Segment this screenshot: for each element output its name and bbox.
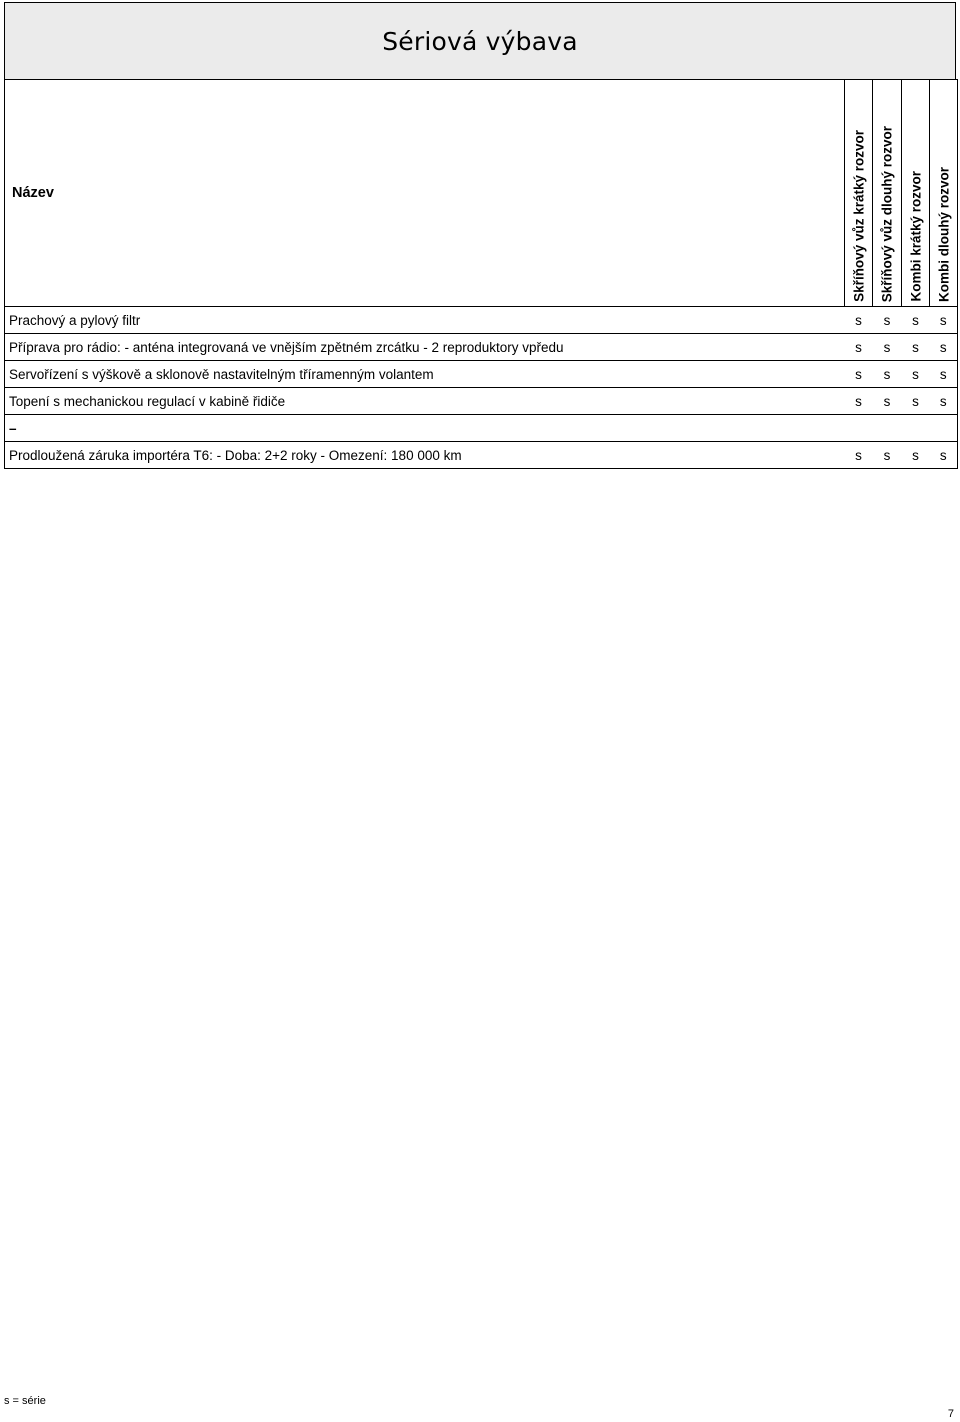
row-value: s xyxy=(930,307,958,334)
separator-row xyxy=(5,415,958,442)
row-name: Prodloužená záruka importéra T6: - Doba: 2+2 roky - Omezení: 180 000 km xyxy=(5,442,845,469)
row-value: s xyxy=(873,388,902,415)
column-header-1 xyxy=(845,80,873,307)
row-value: s xyxy=(930,442,958,469)
row-name: Prachový a pylový filtr xyxy=(5,307,845,334)
row-value: s xyxy=(902,307,930,334)
row-value: s xyxy=(873,442,902,469)
row-value: s xyxy=(930,388,958,415)
column-header-3 xyxy=(902,80,930,307)
column-header-label: Kombi dlouhý rozvor xyxy=(935,167,951,302)
table-row xyxy=(5,361,958,388)
row-value: s xyxy=(873,334,902,361)
table-row xyxy=(5,307,958,334)
column-header-label: Kombi krátký rozvor xyxy=(907,171,923,302)
column-header-label: Skříňový vůz krátký rozvor xyxy=(850,130,866,302)
row-name: Topení s mechanickou regulací v kabině řidiče xyxy=(5,388,845,415)
table-row xyxy=(5,334,958,361)
row-value: s xyxy=(845,334,873,361)
column-header-label: Skříňový vůz dlouhý rozvor xyxy=(879,125,895,302)
row-name: Příprava pro rádio: - anténa integrovaná ve vnějším zpětném zrcátku - 2 reproduktory vpředu xyxy=(5,334,845,361)
title-box xyxy=(4,2,956,80)
row-value: s xyxy=(930,334,958,361)
column-header-2 xyxy=(873,80,902,307)
row-value: s xyxy=(845,307,873,334)
row-value: s xyxy=(902,388,930,415)
equipment-table xyxy=(4,79,958,469)
row-value: s xyxy=(930,361,958,388)
separator-dash: – xyxy=(5,415,958,442)
table-row xyxy=(5,388,958,415)
column-header-4 xyxy=(930,80,958,307)
row-value: s xyxy=(902,334,930,361)
row-value: s xyxy=(845,442,873,469)
row-value: s xyxy=(873,361,902,388)
page-title: Sériová výbava xyxy=(382,26,578,56)
row-value: s xyxy=(845,388,873,415)
legend-note: s = série xyxy=(4,1395,46,1407)
row-value: s xyxy=(902,361,930,388)
page-number: 7 xyxy=(947,1408,954,1420)
row-value: s xyxy=(873,307,902,334)
name-column-header: Název xyxy=(5,80,845,307)
table-row xyxy=(5,442,958,469)
row-value: s xyxy=(902,442,930,469)
row-value: s xyxy=(845,361,873,388)
row-name: Servořízení s výškově a sklonově nastavitelným tříramenným volantem xyxy=(5,361,845,388)
table-header-row xyxy=(5,80,958,307)
